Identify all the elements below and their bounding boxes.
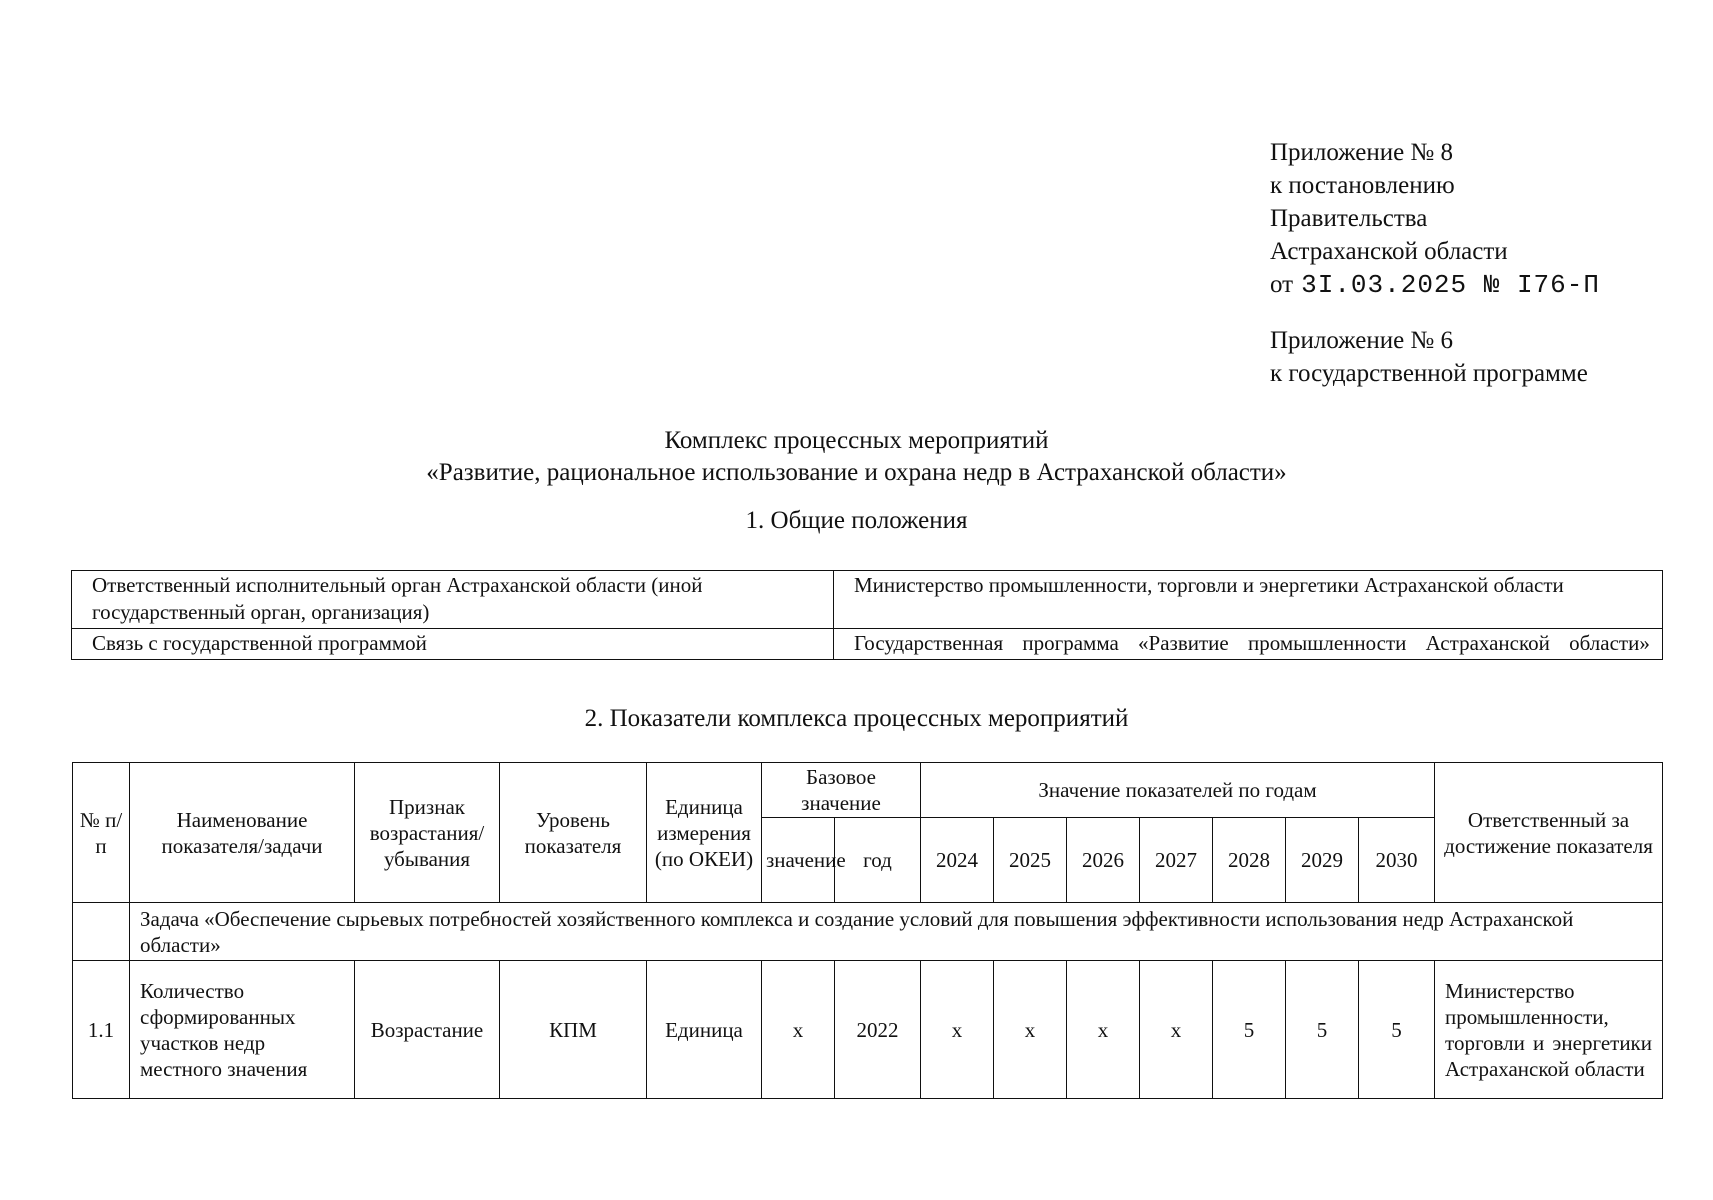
task-num-cell — [73, 903, 130, 961]
column-header-year: 2027 — [1140, 818, 1213, 903]
year-value: х — [1067, 961, 1140, 1099]
task-text: Задача «Обеспечение сырьевых потребностей хозяйственного комплекса и создание условий для повышения эффективности использования недр Астраханской области» — [130, 903, 1663, 961]
task-row — [73, 903, 1663, 961]
resolution-date-number: 3I.03.2025 № I76-П — [1301, 270, 1600, 300]
from-label: от — [1270, 271, 1294, 298]
indicator-level: КПМ — [500, 961, 647, 1099]
to-program-label: к государственной программе — [1270, 360, 1588, 387]
column-header-years-group: Значение показателей по годам — [921, 763, 1435, 818]
appendix-stamp — [1270, 136, 1600, 390]
column-header-num: № п/п — [73, 763, 130, 903]
base-value: х — [762, 961, 835, 1099]
column-header-base-value: значение — [762, 818, 835, 903]
government-label: Правительства — [1270, 205, 1428, 232]
table-row — [73, 961, 1663, 1099]
responsible-body-label: Ответственный исполнительный орган Астраханской области (иной государственный орган, организация) — [72, 571, 834, 629]
indicator-unit: Единица — [647, 961, 762, 1099]
region-label: Астраханской области — [1270, 238, 1508, 265]
column-header-year: 2026 — [1067, 818, 1140, 903]
table-header-row — [73, 763, 1663, 818]
base-year: 2022 — [835, 961, 921, 1099]
column-header-unit: Единица измерения (по ОКЕИ) — [647, 763, 762, 903]
column-header-year: 2028 — [1213, 818, 1286, 903]
column-header-year: 2030 — [1359, 818, 1435, 903]
resolution-date-line — [1270, 268, 1600, 302]
column-header-responsible: Ответственный за достижение показателя — [1435, 763, 1663, 903]
column-header-base: Базовое значение — [762, 763, 921, 818]
year-value: х — [921, 961, 994, 1099]
column-header-level: Уровень показателя — [500, 763, 647, 903]
indicator-responsible: Министерство промышленности, торговли и энергетики Астраханской области — [1435, 961, 1663, 1099]
stamp-gap — [1270, 302, 1600, 324]
column-header-name: Наименование показателя/задачи — [130, 763, 355, 903]
year-value: 5 — [1213, 961, 1286, 1099]
document-title: Комплекс процессных мероприятий — [664, 427, 1049, 454]
column-header-base-year: год — [835, 818, 921, 903]
year-value: х — [994, 961, 1067, 1099]
section-1-heading: 1. Общие положения — [745, 507, 968, 534]
to-resolution-label: к постановлению — [1270, 172, 1455, 199]
document-subtitle: «Развитие, рациональное использование и охрана недр в Астраханской области» — [426, 459, 1287, 486]
program-link-label: Связь с государственной программой — [72, 629, 834, 660]
appendix-6-label: Приложение № 6 — [1270, 327, 1454, 354]
column-header-trend: Признак возрастания/ убывания — [355, 763, 500, 903]
program-link-value: Государственная программа «Развитие промышленности Астраханской области» — [834, 629, 1663, 660]
table-row — [72, 629, 1663, 660]
section-2-heading: 2. Показатели комплекса процессных мероприятий — [584, 705, 1129, 732]
row-num: 1.1 — [73, 961, 130, 1099]
appendix-8-label: Приложение № 8 — [1270, 139, 1454, 166]
column-header-year: 2029 — [1286, 818, 1359, 903]
table-row — [72, 571, 1663, 629]
column-header-year: 2025 — [994, 818, 1067, 903]
indicator-trend: Возрастание — [355, 961, 500, 1099]
year-value: 5 — [1359, 961, 1435, 1099]
general-provisions-table — [71, 570, 1663, 660]
responsible-body-value: Министерство промышленности, торговли и энергетики Астраханской области — [834, 571, 1663, 629]
column-header-year: 2024 — [921, 818, 994, 903]
year-value: х — [1140, 961, 1213, 1099]
indicators-table — [72, 762, 1663, 1099]
year-value: 5 — [1286, 961, 1359, 1099]
indicator-name: Количество сформированных участков недр местного значения — [130, 961, 355, 1099]
